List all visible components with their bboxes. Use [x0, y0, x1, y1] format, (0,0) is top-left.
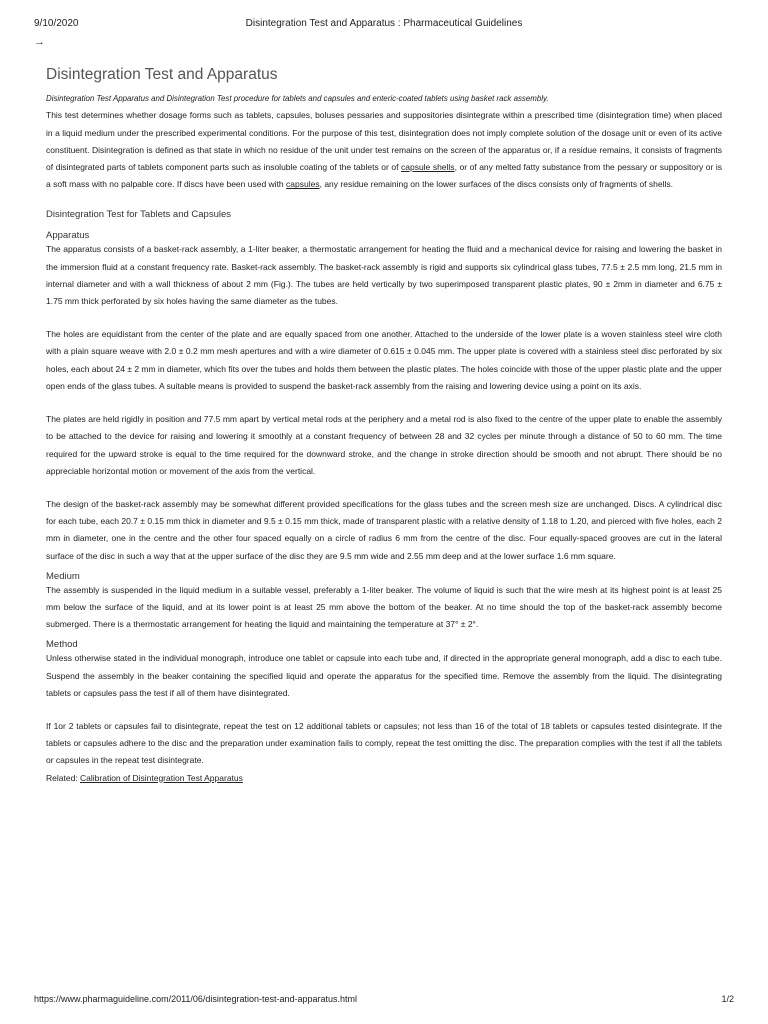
- section-heading: Disintegration Test for Tablets and Capsules: [46, 209, 232, 221]
- intro-text-1: This test determines whether dosage forms such as tablets, capsules, boluses pessaries and suppositories disintegrate within a prescribed time (disintegration time) when placed in a liquid medium under the prescribed experimental conditions. For the purpose of this test, disintegration does not imply complete solution of the dosage unit or even of its active constituent. Disintegration is defined as that state in which no residue of the unit under test remains on the screen of the apparatus or, if a residue remains, it consists of fragments of disintegrated parts of tablets component parts such as insoluble coating of the tablets or of: [46, 110, 722, 173]
- arrow-right-icon: →: [34, 36, 45, 48]
- article-title: Disintegration Test and Apparatus: [46, 66, 278, 83]
- method-paragraph: Unless otherwise stated in the individual monograph, introduce one tablet or capsule into each tube and, if directed in the appropriate general monograph, add a disc to each tube. Suspend the assembly in the beaker containing the specified liquid and operate the apparatus for the specified time. Remove the assembly from the liquid. The disintegrating tablets or capsules pass the test if all of them have disintegrated.: [46, 653, 722, 698]
- method-paragraph: If 1or 2 tablets or capsules fail to disintegrate, repeat the test on 12 additional tablets or capsules; not less than 16 of the total of 18 tablets or capsules tested disintegrate. If the tablets or capsules adhere to the disc and the preparation under examination fails to comply, repeat the test omitting the disc. The preparation complies with the test if all the tablets or capsules in the repeat test disintegrate.: [46, 720, 722, 766]
- intro-paragraph: [46, 107, 722, 193]
- apparatus-heading: Apparatus: [46, 230, 90, 242]
- capsules-link[interactable]: capsules: [286, 179, 320, 190]
- method-heading: Method: [46, 639, 78, 651]
- apparatus-paragraph: The plates are held rigidly in position and 77.5 mm apart by vertical metal rods at the periphery and a metal rod is also fixed to the centre of the upper plate to enable the assembly to be attached to the device for raising and lowering it smoothly at a constant frequency of between 28 and 32 cycles per minute through a distance of 50 to 60 mm. The time required for the upward stroke is equal to the time required for the downward stroke, and the change in stroke direction should be smooth and not abrupt. There should be no appreciable horizontal motion or movement of the axis from the vertical.: [46, 414, 722, 476]
- medium-heading: Medium: [46, 570, 80, 582]
- related-line: [46, 770, 722, 787]
- intro-text-2: , or of any melted fatty substance from the pessary or suppository or is a soft mass with no palpable core. If discs have been used with: [46, 162, 723, 190]
- capsule-shells-link[interactable]: capsule shells: [400, 162, 455, 173]
- page-number: 1/2: [721, 994, 734, 1004]
- print-date: 9/10/2020: [34, 18, 79, 29]
- apparatus-paragraph: The apparatus consists of a basket-rack assembly, a 1-liter beaker, a thermostatic arrangement for heating the fluid and a mechanical device for raising and lowering the basket in the immersion fluid at a constant frequency rate. Basket-rack assembly. The basket-rack assembly is rigid and supports six cylindrical glass tubes, 77.5 ± 2.5 mm long, 21.5 mm in internal diameter and with a wall thickness of about 2 mm (Fig.). The tubes are held vertically by two superimposed transparent plastic plates, 90 ± 2mm in diameter and 6.75 ± 1.75 mm thick perforated by six holes having the same diameter as the tubes.: [46, 244, 722, 307]
- medium-paragraph: The assembly is suspended in the liquid medium in a suitable vessel, preferably a 1-liter beaker. The volume of liquid is such that the wire mesh at its highest point is at least 25 mm below the surface of the liquid, and at its lower point is at least 25 mm above the bottom of the beaker. At no time should the top of the basket-rack assembly become submerged. There is a thermostatic arrangement for heating the liquid and maintaining the temperature at 37° ± 2°.: [46, 584, 722, 630]
- print-title: Disintegration Test and Apparatus : Pharmaceutical Guidelines: [245, 18, 523, 29]
- article-subtitle: Disintegration Test Apparatus and Disintegration Test procedure for tablets and capsules and enteric-coated tablets using basket rack assembly.: [46, 94, 549, 103]
- print-header: [34, 18, 734, 32]
- apparatus-paragraph: The holes are equidistant from the center of the plate and are equally spaced from one another. Attached to the underside of the lower plate is a woven stainless steel wire cloth with a plain square weave with 2.0 ± 0.2 mm mesh apertures and with a wire diameter of 0.615 ± 0.045 mm. The upper plate is covered with a stainless steel disc perforated by six holes, each about 24 ± 2 mm in diameter, which fits over the tubes and holds them between the plastic plates. The holes coincide with those of the upper plastic plate and the upper open ends of the glass tubes. A suitable means is provided to suspend the basket-rack assembly from the raising and lowering device using a point on its axis.: [46, 329, 722, 391]
- page-url: https://www.pharmaguideline.com/2011/06/disintegration-test-and-apparatus.html: [34, 994, 358, 1004]
- article: [46, 66, 722, 787]
- apparatus-paragraph: The design of the basket-rack assembly may be somewhat different provided specifications for the glass tubes and the screen mesh size are unchanged. Discs. A cylindrical disc for each tube, each 20.7 ± 0.15 mm thick in diameter and 9.5 ± 0.15 mm thick, made of transparent plastic with a relative density of 1.18 to 1.20, and pierced with five holes, each 2 mm in diameter, one in the centre and the other four spaced equally on a circle of radius 6 mm from the centre of the disc. Four equally-spaced grooves are cut in the lateral surface of the disc in such a way that at the upper surface of the disc they are 9.5 mm wide and 2.55 mm deep and at the lower surface 1.6 mm square.: [46, 498, 722, 561]
- related-link[interactable]: Calibration of Disintegration Test Apparatus: [80, 772, 243, 783]
- intro-text-3: , any residue remaining on the lower surfaces of the discs consists only of fragments of shells.: [319, 179, 673, 190]
- related-label: Related:: [46, 772, 81, 783]
